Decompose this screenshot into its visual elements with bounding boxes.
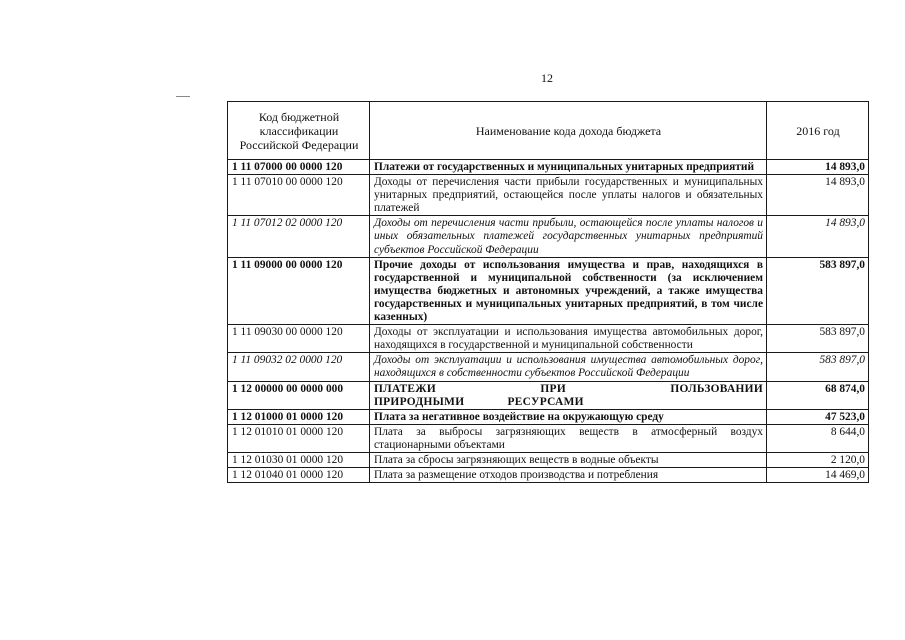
row-amount: 47 523,0 [767,409,869,424]
table-row [228,381,869,409]
budget-revenue-table [227,101,869,483]
row-name: Плата за негативное воздействие на окружающую среду [370,409,767,424]
header-code: Код бюджетной классификации Российской Федерации [228,102,370,160]
table-row [228,216,869,257]
row-name: Плата за выбросы загрязняющих веществ в атмосферный воздух стационарными объектами [370,424,767,452]
row-amount: 14 893,0 [767,175,869,216]
row-name: ПЛАТЕЖИ ПРИ ПОЛЬЗОВАНИИ ПРИРОДНЫМИ РЕСУРСАМИ [370,381,767,409]
page-number: 12 [541,71,553,85]
row-code: 1 12 01030 01 0000 120 [228,452,370,467]
row-amount: 2 120,0 [767,452,869,467]
row-amount: 583 897,0 [767,325,869,353]
row-name: Доходы от перечисления части прибыли, остающейся после уплаты налогов и иных обязательных платежей государственных унитарных предприятий субъектов Российской Федерации [370,216,767,257]
table-row [228,424,869,452]
row-code: 1 11 09000 00 0000 120 [228,257,370,324]
table-row [228,353,869,381]
row-code: 1 11 09032 02 0000 120 [228,353,370,381]
row-code: 1 11 07000 00 0000 120 [228,160,370,175]
row-name: Платежи от государственных и муниципальных унитарных предприятий [370,160,767,175]
row-code: 1 12 01040 01 0000 120 [228,468,370,483]
row-amount: 14 893,0 [767,216,869,257]
row-code: 1 11 09030 00 0000 120 [228,325,370,353]
row-name: Доходы от эксплуатации и использования имущества автомобильных дорог, находящихся в государственной и муниципальной собственности [370,325,767,353]
row-amount: 8 644,0 [767,424,869,452]
row-name: Плата за сбросы загрязняющих веществ в водные объекты [370,452,767,467]
row-code: 1 11 07010 00 0000 120 [228,175,370,216]
row-amount: 68 874,0 [767,381,869,409]
row-code: 1 11 07012 02 0000 120 [228,216,370,257]
table-header-row [228,102,869,160]
row-name: Прочие доходы от использования имущества и прав, находящихся в государственной и муниципальной собственности (за исключением имущества бюджетных и автономных учреждений, а также имущества государственных и муниципальных унитарных предприятий, в том числе казенных) [370,257,767,324]
row-code: 1 12 01000 01 0000 120 [228,409,370,424]
table-row [228,468,869,483]
table-row [228,160,869,175]
row-code: 1 12 01010 01 0000 120 [228,424,370,452]
header-name: Наименование кода дохода бюджета [370,102,767,160]
row-name: Плата за размещение отходов производства и потребления [370,468,767,483]
table-row [228,409,869,424]
row-name: Доходы от перечисления части прибыли государственных и муниципальных унитарных предприятий, остающейся после уплаты налогов и обязательных платежей [370,175,767,216]
header-year: 2016 год [767,102,869,160]
table-row [228,325,869,353]
row-code: 1 12 00000 00 0000 000 [228,381,370,409]
table-row [228,175,869,216]
table-row [228,452,869,467]
row-amount: 583 897,0 [767,257,869,324]
row-name: Доходы от эксплуатации и использования имущества автомобильных дорог, находящихся в собственности субъектов Российской Федерации [370,353,767,381]
row-amount: 14 893,0 [767,160,869,175]
row-amount: 14 469,0 [767,468,869,483]
table-row [228,257,869,324]
margin-mark [176,96,190,97]
row-amount: 583 897,0 [767,353,869,381]
